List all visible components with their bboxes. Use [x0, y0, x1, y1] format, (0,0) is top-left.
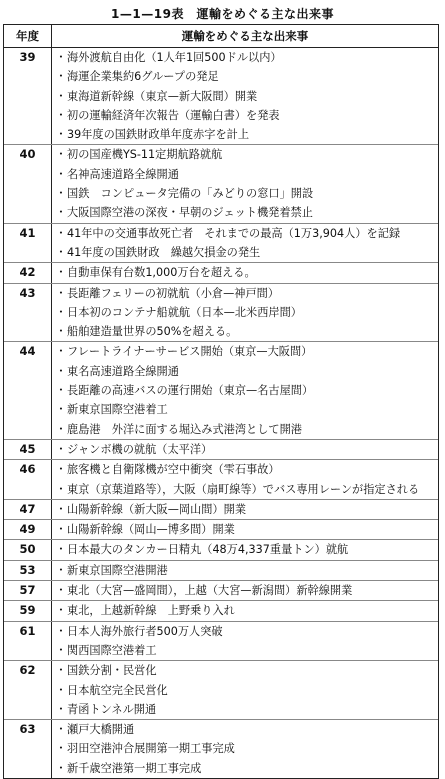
event-text: 山陽新幹線（新大阪—岡山間）開業 — [67, 502, 247, 516]
events-cell — [52, 263, 438, 282]
event-row — [52, 284, 438, 303]
events-column-header: 運輸をめぐる主な出来事 — [181, 29, 309, 43]
event-row — [52, 203, 438, 222]
event-text: 羽田空港沖合展開第一期工事完成 — [67, 742, 235, 756]
event-text: 東海道新幹線（東京—新大阪間）開業 — [67, 89, 258, 103]
bullet-mark: ・ — [55, 584, 67, 598]
bullet-mark: ・ — [55, 422, 67, 436]
events-cell — [52, 661, 438, 719]
table-body — [4, 48, 438, 778]
event-row — [52, 460, 438, 479]
event-text: ジャンボ機の就航（太平洋） — [67, 442, 213, 456]
bullet-mark: ・ — [55, 761, 67, 775]
bullet-mark: ・ — [55, 384, 67, 398]
bullet-mark: ・ — [55, 305, 67, 319]
event-text: 海外渡航自由化（1人年1回500ドル以内） — [67, 51, 282, 64]
year-cell: 62 — [4, 661, 52, 719]
event-row — [52, 125, 438, 144]
bullet-mark: ・ — [55, 148, 67, 162]
events-cell — [52, 581, 438, 600]
event-row — [52, 681, 438, 700]
year-group — [4, 601, 438, 621]
event-row — [52, 622, 438, 641]
event-row — [52, 67, 438, 86]
bullet-mark: ・ — [55, 364, 67, 378]
event-text: 国鉄分割・民営化 — [67, 664, 157, 678]
events-cell — [52, 540, 438, 559]
events-cell — [52, 48, 438, 144]
event-row — [52, 145, 438, 164]
year-group — [4, 460, 438, 500]
events-cell — [52, 520, 438, 539]
event-text: 41年中の交通事故死亡者 それまでの最高（1万3,904人）を記録 — [67, 226, 401, 240]
event-row — [52, 561, 438, 580]
event-row — [52, 540, 438, 559]
event-row — [52, 759, 438, 778]
event-text: 関西国際空港着工 — [67, 643, 157, 657]
bullet-mark: ・ — [55, 89, 67, 103]
event-row — [52, 720, 438, 739]
bullet-mark: ・ — [55, 226, 67, 240]
year-group — [4, 720, 438, 778]
year-group — [4, 263, 438, 283]
event-text: フレートライナーサービス開始（東京—大阪間） — [67, 345, 313, 359]
bullet-mark: ・ — [55, 683, 67, 697]
year-group — [4, 224, 438, 264]
bullet-mark: ・ — [55, 604, 67, 618]
event-text: 名神高速道路全線開通 — [67, 167, 179, 181]
bullet-mark: ・ — [55, 128, 67, 142]
event-text: 新東京国際空港着工 — [67, 403, 168, 417]
event-text: 東京（京葉道路等），大阪（扇町線等）でバス専用レーンが指定される — [67, 482, 420, 496]
event-row — [52, 362, 438, 381]
event-row — [52, 224, 438, 243]
bullet-mark: ・ — [55, 543, 67, 557]
events-table — [3, 24, 439, 779]
year-cell: 49 — [4, 520, 52, 539]
year-cell: 59 — [4, 601, 52, 620]
bullet-mark: ・ — [55, 742, 67, 756]
event-text: 青函トンネル開通 — [67, 702, 157, 716]
year-group — [4, 284, 438, 343]
year-group — [4, 500, 438, 520]
event-row — [52, 641, 438, 660]
bullet-mark: ・ — [55, 482, 67, 496]
event-text: 瀬戸大橋開通 — [67, 723, 135, 737]
event-text: 新東京国際空港開港 — [67, 563, 168, 577]
event-row — [52, 661, 438, 680]
year-group — [4, 145, 438, 223]
year-cell: 44 — [4, 342, 52, 438]
year-group — [4, 561, 438, 581]
event-text: 日本航空完全民営化 — [67, 683, 168, 697]
events-cell — [52, 145, 438, 222]
event-row — [52, 243, 438, 262]
event-text: 41年度の国鉄財政 繰越欠損金の発生 — [67, 245, 261, 259]
event-text: 旅客機と自衛隊機が空中衝突（雫石事故） — [67, 463, 280, 477]
year-cell: 63 — [4, 720, 52, 778]
event-row — [52, 700, 438, 719]
event-text: 日本初のコンテナ船就航（日本—北米西岸間） — [67, 305, 302, 319]
event-row — [52, 581, 438, 600]
event-text: 国鉄 コンピュータ完備の「みどりの窓口」開設 — [67, 187, 314, 201]
year-group — [4, 581, 438, 601]
event-row — [52, 601, 438, 620]
event-text: 東北（大宮—盛岡間），上越（大宮—新潟間）新幹線開業 — [67, 584, 353, 598]
bullet-mark: ・ — [55, 563, 67, 577]
event-row — [52, 48, 438, 67]
events-cell — [52, 720, 438, 778]
event-row — [52, 106, 438, 125]
year-cell: 42 — [4, 263, 52, 282]
event-text: 大阪国際空港の深夜・早朝のジェット機発着禁止 — [67, 206, 313, 220]
bullet-mark: ・ — [55, 664, 67, 678]
events-cell — [52, 460, 438, 499]
year-group — [4, 440, 438, 460]
event-text: 海運企業集約6グループの発足 — [67, 70, 219, 84]
event-row — [52, 322, 438, 341]
year-cell: 39 — [4, 48, 52, 144]
bullet-mark: ・ — [55, 442, 67, 456]
event-row — [52, 400, 438, 419]
event-row — [52, 480, 438, 499]
table-title: 1—1—19表 運輸をめぐる主な出来事 — [111, 7, 334, 21]
events-cell — [52, 601, 438, 620]
event-row — [52, 520, 438, 539]
year-group — [4, 622, 438, 662]
bullet-mark: ・ — [55, 624, 67, 638]
bullet-mark: ・ — [55, 108, 67, 122]
events-cell — [52, 284, 438, 342]
year-cell: 41 — [4, 224, 52, 263]
bullet-mark: ・ — [55, 206, 67, 220]
event-row — [52, 739, 438, 758]
events-cell — [52, 224, 438, 263]
events-cell — [52, 440, 438, 459]
bullet-mark: ・ — [55, 643, 67, 657]
year-group — [4, 540, 438, 560]
bullet-mark: ・ — [55, 325, 67, 339]
year-cell: 46 — [4, 460, 52, 499]
event-text: 39年度の国鉄財政単年度赤字を計上 — [67, 128, 250, 142]
event-text: 新千歳空港第一期工事完成 — [67, 761, 202, 775]
bullet-mark: ・ — [55, 502, 67, 516]
year-group — [4, 661, 438, 720]
year-cell: 43 — [4, 284, 52, 342]
bullet-mark: ・ — [55, 523, 67, 537]
event-text: 鹿島港 外洋に面する堀込み式港湾として開港 — [67, 422, 302, 436]
bullet-mark: ・ — [55, 345, 67, 359]
bullet-mark: ・ — [55, 266, 67, 280]
event-text: 初の運輸経済年次報告（運輸白書）を発表 — [67, 108, 280, 122]
event-row — [52, 263, 438, 282]
year-cell: 61 — [4, 622, 52, 661]
year-cell: 45 — [4, 440, 52, 459]
event-text: 山陽新幹線（岡山—博多間）開業 — [67, 523, 235, 537]
event-text: 長距離フェリーの初就航（小倉—神戸間） — [67, 286, 280, 300]
year-group — [4, 48, 438, 145]
event-row — [52, 500, 438, 519]
year-cell: 47 — [4, 500, 52, 519]
event-text: 初の国産機YS-11定期航路就航 — [67, 148, 223, 162]
event-row — [52, 87, 438, 106]
event-row — [52, 440, 438, 459]
event-text: 自動車保有台数1,000万台を超える。 — [67, 266, 256, 280]
event-row — [52, 420, 438, 439]
year-cell: 40 — [4, 145, 52, 222]
bullet-mark: ・ — [55, 70, 67, 84]
bullet-mark: ・ — [55, 286, 67, 300]
events-cell — [52, 500, 438, 519]
event-row — [52, 381, 438, 400]
event-row — [52, 165, 438, 184]
year-cell: 57 — [4, 581, 52, 600]
year-group — [4, 342, 438, 439]
event-text: 日本最大のタンカー日精丸（48万4,337重量トン）就航 — [67, 543, 349, 557]
bullet-mark: ・ — [55, 187, 67, 201]
event-row — [52, 342, 438, 361]
events-cell — [52, 342, 438, 438]
bullet-mark: ・ — [55, 702, 67, 716]
event-row — [52, 184, 438, 203]
event-row — [52, 303, 438, 322]
event-text: 長距離の高速バスの運行開始（東京—名古屋間） — [67, 384, 314, 398]
bullet-mark: ・ — [55, 403, 67, 417]
bullet-mark: ・ — [55, 167, 67, 181]
event-text: 船舶建造量世界の50%を超える。 — [67, 325, 238, 339]
event-text: 東北，上越新幹線 上野乗り入れ — [67, 604, 235, 618]
events-cell — [52, 561, 438, 580]
year-column-header: 年度 — [4, 25, 52, 47]
event-text: 日本人海外旅行者500万人突破 — [67, 624, 223, 638]
bullet-mark: ・ — [55, 723, 67, 737]
table-header — [4, 25, 438, 48]
events-cell — [52, 622, 438, 661]
year-cell: 50 — [4, 540, 52, 559]
bullet-mark: ・ — [55, 463, 67, 477]
year-cell: 53 — [4, 561, 52, 580]
event-text: 東名高速道路全線開通 — [67, 364, 179, 378]
bullet-mark: ・ — [55, 51, 67, 64]
year-group — [4, 520, 438, 540]
bullet-mark: ・ — [55, 245, 67, 259]
